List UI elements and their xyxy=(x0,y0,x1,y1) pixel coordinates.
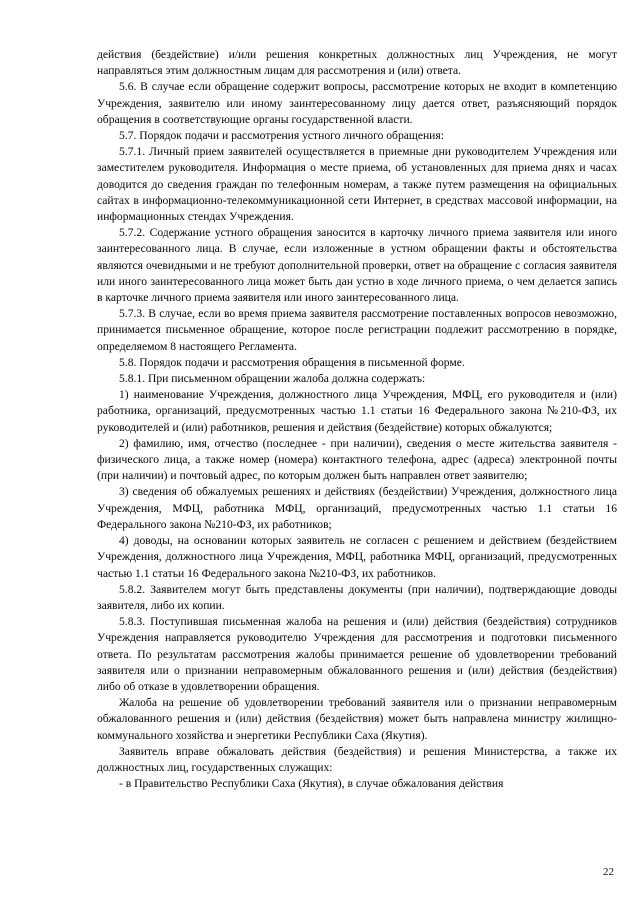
page-number: 22 xyxy=(603,866,614,878)
paragraph: Жалоба на решение об удовлетворении требований заявителя или о признании неправомерным обжалованного решения и (или) действия (бездействия) может быть направлена министру жилищно-коммунального хозяйства и энергетики Республики Саха (Якутия). xyxy=(97,696,617,742)
paragraph: 4) доводы, на основании которых заявитель не согласен с решением и действием (бездействием Учреждения, должностного лица Учреждения, МФЦ, работника МФЦ, организаций, предусмотренных частью 1.1 статьи 16 Федерального закона №210-ФЗ, их работников. xyxy=(97,534,617,580)
document-body xyxy=(97,47,617,792)
paragraph: 5.8.2. Заявителем могут быть представлены документы (при наличии), подтверждающие доводы заявителя, либо их копии. xyxy=(97,582,617,612)
paragraph: Заявитель вправе обжаловать действия (бездействия) и решения Министерства, а также их должностных лиц, государственных служащих: xyxy=(97,744,617,774)
paragraph: 5.7.1. Личный прием заявителей осуществляется в приемные дни руководителем Учреждения или заместителем руководителя. Информация о месте приема, об установленных для приема днях и часах доводится до сведения граждан по телефонным номерам, а также путем размещения на официальных сайтах в информационно-телекоммуникационной сети Интернет, в средствах массовой информации, на информационных стендах Учреждения. xyxy=(97,145,617,224)
paragraph: - в Правительство Республики Саха (Якутия), в случае обжалования действия xyxy=(119,777,504,791)
paragraph: 5.8.1. При письменном обращении жалоба должна содержать: xyxy=(119,372,426,386)
paragraph: 5.7.3. В случае, если во время приема заявителя рассмотрение поставленных вопросов невозможно, принимается письменное обращение, которое после регистрации подлежит рассмотрению в порядке, определяемом 8 настоящего Регламента. xyxy=(97,307,617,353)
paragraph: 5.7.2. Содержание устного обращения заносится в карточку личного приема заявителя или иного заинтересованного лица. В случае, если изложенные в устном обращении факты и обстоятельства являются очевидными и не требуют дополнительной проверки, ответ на обращение с согласия заявителя или иного заинтересованного лица может быть дан устно в ходе личного приема, о чем делается запись в карточке личного приема заявителя или иного заинтересованного лица. xyxy=(97,226,617,305)
paragraph: 2) фамилию, имя, отчество (последнее - при наличии), сведения о месте жительства заявителя - физического лица, а также номер (номера) контактного телефона, адрес (адреса) электронной почты (при наличии) и почтовый адрес, по которым должен быть направлен ответ заявителю; xyxy=(97,436,617,483)
paragraph: 5.8.3. Поступившая письменная жалоба на решения и (или) действия (бездействия) сотрудников Учреждения направляется руководителю Учреждения для рассмотрения и подготовки письменного ответа. По результатам рассмотрения жалобы принимается решение об удовлетворении требований заявителя или о признании неправомерным обжалованного решения и (или) действия (бездействия) либо об отказе в удовлетворении обращения. xyxy=(97,615,617,693)
paragraph: 5.7. Порядок подачи и рассмотрения устного личного обращения: xyxy=(119,129,444,143)
paragraph: 3) сведения об обжалуемых решениях и действиях (бездействии) Учреждения, должностного лица Учреждения, МФЦ, работника МФЦ, организаций, предусмотренных частью 1.1 статьи 16 Федерального закона №210-ФЗ, их работников; xyxy=(97,485,617,531)
paragraph: 5.6. В случае если обращение содержит вопросы, рассмотрение которых не входит в компетенцию Учреждения, заявителю или иному заинтересованному лицу дается ответ, разъясняющий порядок обращения в соответствующие органы государственной власти. xyxy=(97,80,617,126)
paragraph: 5.8. Порядок подачи и рассмотрения обращения в письменной форме. xyxy=(119,355,465,369)
paragraph: 1) наименование Учреждения, должностного лица Учреждения, МФЦ, его руководителя и (или) работника, организаций, предусмотренных частью 1.1 статьи 16 Федерального закона №210-ФЗ, их руководителей и (или) работников, решения и действия (бездействие) которых обжалуются; xyxy=(97,388,617,434)
paragraph: действия (бездействие) и/или решения конкретных должностных лиц Учреждения, не могут направляться этим должностным лицам для рассмотрения и (или) ответа. xyxy=(97,48,617,78)
